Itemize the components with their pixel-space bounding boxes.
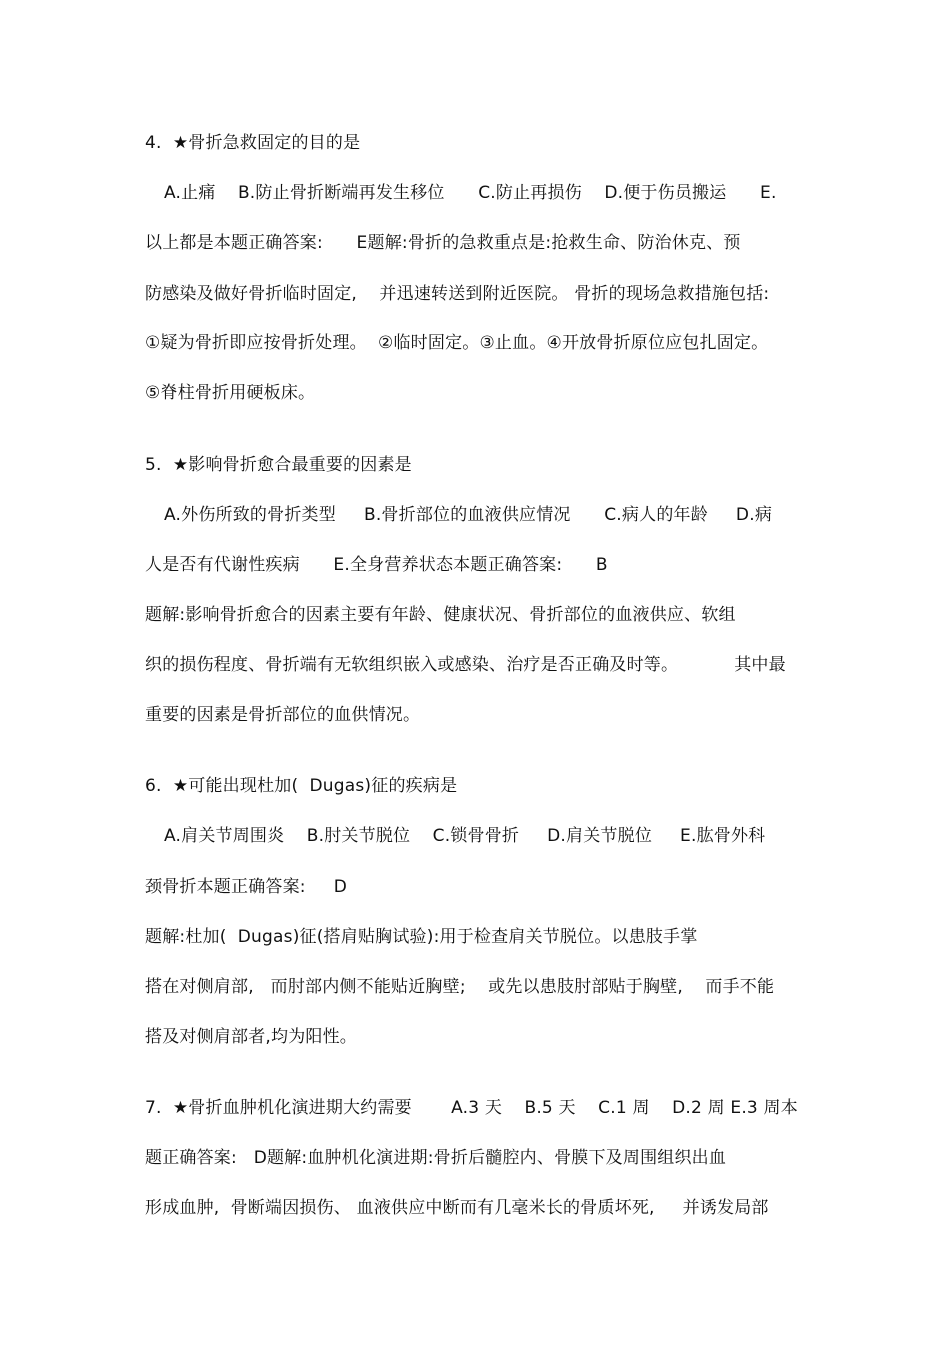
question-6-answer: 颈骨折本题正确答案: D [145, 877, 348, 897]
question-4-explanation: ①疑为骨折即应按骨折处理。 ②临时固定。③止血。④开放骨折原位应包扎固定。 [145, 333, 769, 353]
question-6-explanation: 题解:杜加( Dugas)征(搭肩贴胸试验):用于检查肩关节脱位。以患肢手掌 [145, 927, 698, 947]
question-4-explanation: 防感染及做好骨折临时固定, 并迅速转送到附近医院。 骨折的现场急救措施包括: [145, 284, 770, 304]
question-5-answer: 人是否有代谢性疾病 E.全身营养状态本题正确答案: B [145, 555, 608, 575]
question-6-title: 6. ★可能出现杜加( Dugas)征的疾病是 [145, 776, 458, 796]
question-5-explanation: 题解:影响骨折愈合的因素主要有年龄、健康状况、骨折部位的血液供应、软组 [145, 605, 736, 625]
question-7-explanation: 形成血肿, 骨断端因损伤、 血液供应中断而有几毫米长的骨质坏死, 并诱发局部 [145, 1198, 769, 1218]
question-6-options: A.肩关节周围炎 B.肘关节脱位 C.锁骨骨折 D.肩关节脱位 E.肱骨外科 [164, 826, 766, 846]
question-4-explanation: ⑤脊柱骨折用硬板床。 [145, 383, 316, 403]
question-7-answer: 题正确答案: D题解:血肿机化演进期:骨折后髓腔内、骨膜下及周围组织出血 [145, 1148, 727, 1168]
question-7-title: 7. ★骨折血肿机化演进期大约需要 A.3 天 B.5 天 C.1 周 D.2 周 E.3 周本 [145, 1098, 798, 1118]
question-5-title: 5. ★影响骨折愈合最重要的因素是 [145, 455, 412, 475]
question-6-explanation: 搭在对侧肩部, 而肘部内侧不能贴近胸壁; 或先以患肢肘部贴于胸壁, 而手不能 [145, 977, 775, 997]
question-4-answer: 以上都是本题正确答案: E题解:骨折的急救重点是:抢救生命、防治休克、预 [145, 233, 741, 253]
question-6-explanation: 搭及对侧肩部者,均为阳性。 [145, 1027, 358, 1047]
question-5-options: A.外伤所致的骨折类型 B.骨折部位的血液供应情况 C.病人的年龄 D.病 [164, 505, 773, 525]
question-4-options: A.止痛 B.防止骨折断端再发生移位 C.防止再损伤 D.便于伤员搬运 E. [164, 183, 777, 203]
question-5-explanation: 织的损伤程度、骨折端有无软组织嵌入或感染、治疗是否正确及时等。 其中最 [145, 655, 786, 675]
question-4-title: 4. ★骨折急救固定的目的是 [145, 133, 361, 153]
question-5-explanation: 重要的因素是骨折部位的血供情况。 [145, 705, 421, 725]
